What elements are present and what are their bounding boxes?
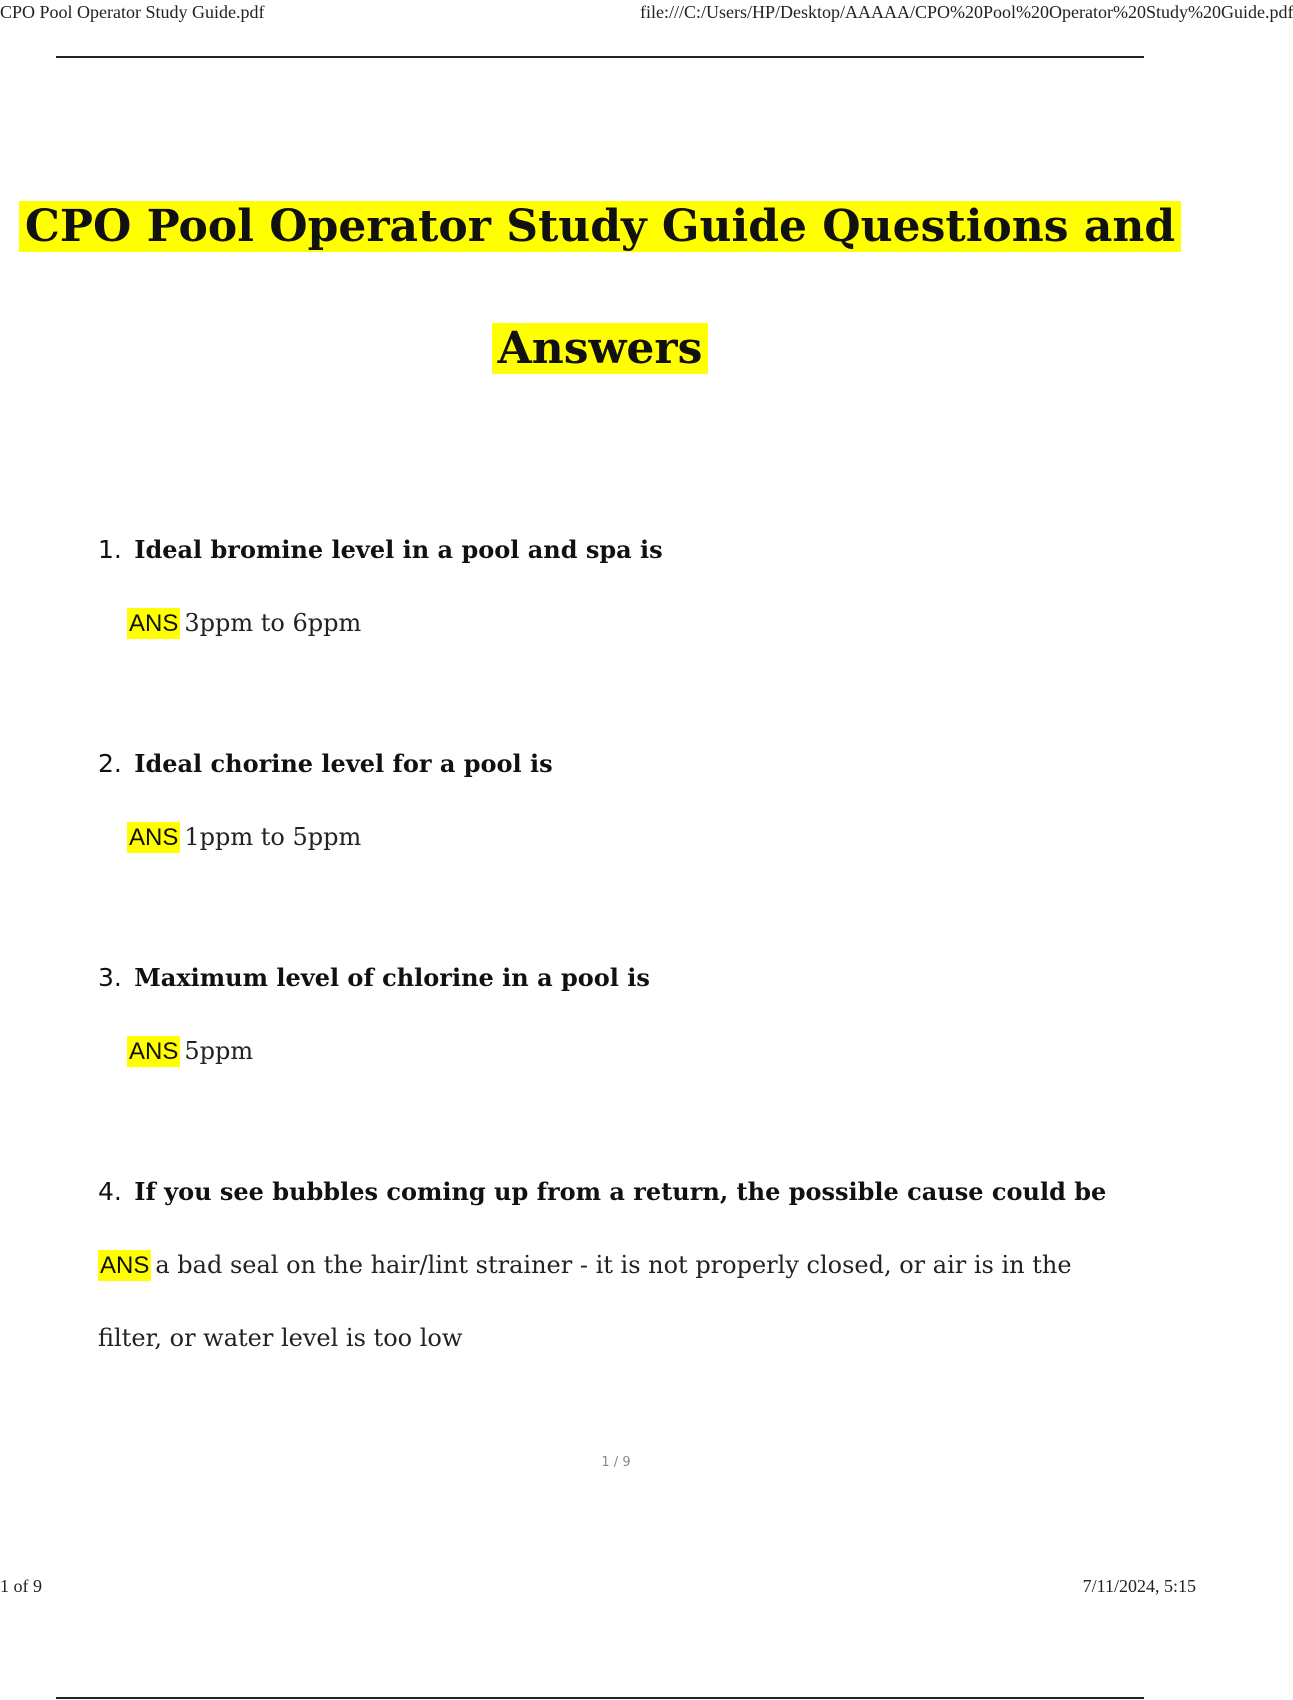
- question-number: 2.: [98, 749, 122, 778]
- question-number: 1.: [98, 535, 122, 564]
- question-text: If you see bubbles coming up from a return, the possible cause could be: [134, 1177, 1107, 1206]
- answer-label: ANS: [129, 610, 179, 637]
- print-header: [0, 0, 1293, 28]
- answer-text: 1ppm to 5ppm: [184, 823, 362, 851]
- document-url: file:///C:/Users/HP/Desktop/AAAAA/CPO%20Pool%20Operator%20Study%20Guide.pdf: [640, 2, 1293, 22]
- question-1: [98, 533, 663, 567]
- answer-2: [127, 819, 361, 856]
- question-text: Ideal chorine level for a pool is: [134, 749, 553, 778]
- answer-label: ANS: [129, 824, 179, 851]
- question-4: [98, 1175, 1106, 1209]
- title-highlight-1: CPO Pool Operator Study Guide Questions and: [19, 201, 1181, 252]
- question-number: 3.: [98, 963, 122, 992]
- answer-3: [127, 1033, 253, 1070]
- header-divider: [56, 56, 1144, 58]
- question-number: 4.: [98, 1177, 122, 1206]
- answer-label: ANS: [100, 1252, 150, 1279]
- document-title-line-2: [0, 318, 1200, 380]
- document-filename: CPO Pool Operator Study Guide.pdf: [0, 2, 265, 22]
- footer-divider: [56, 1697, 1144, 1699]
- print-date: 7/11/2024, 5:15: [1082, 1576, 1196, 1596]
- question-2: [98, 747, 553, 781]
- question-text: Maximum level of chlorine in a pool is: [134, 963, 650, 992]
- print-footer: [0, 1576, 1200, 1604]
- answer-text: 5ppm: [184, 1037, 254, 1065]
- page-indicator: 1 / 9: [601, 1455, 631, 1470]
- page-count: 1 of 9: [0, 1576, 42, 1596]
- document-title-line-1: [0, 196, 1200, 258]
- answer-label: ANS: [129, 1038, 179, 1065]
- answer-text: 3ppm to 6ppm: [184, 609, 362, 637]
- title-highlight-2: Answers: [492, 323, 709, 374]
- question-text: Ideal bromine level in a pool and spa is: [134, 535, 663, 564]
- question-3: [98, 961, 650, 995]
- answer-1: [127, 605, 361, 642]
- answer-text: a bad seal on the hair/lint strainer - it is not properly closed, or air is in the filter, or water level is too low: [98, 1251, 1072, 1352]
- answer-4: [98, 1229, 1138, 1374]
